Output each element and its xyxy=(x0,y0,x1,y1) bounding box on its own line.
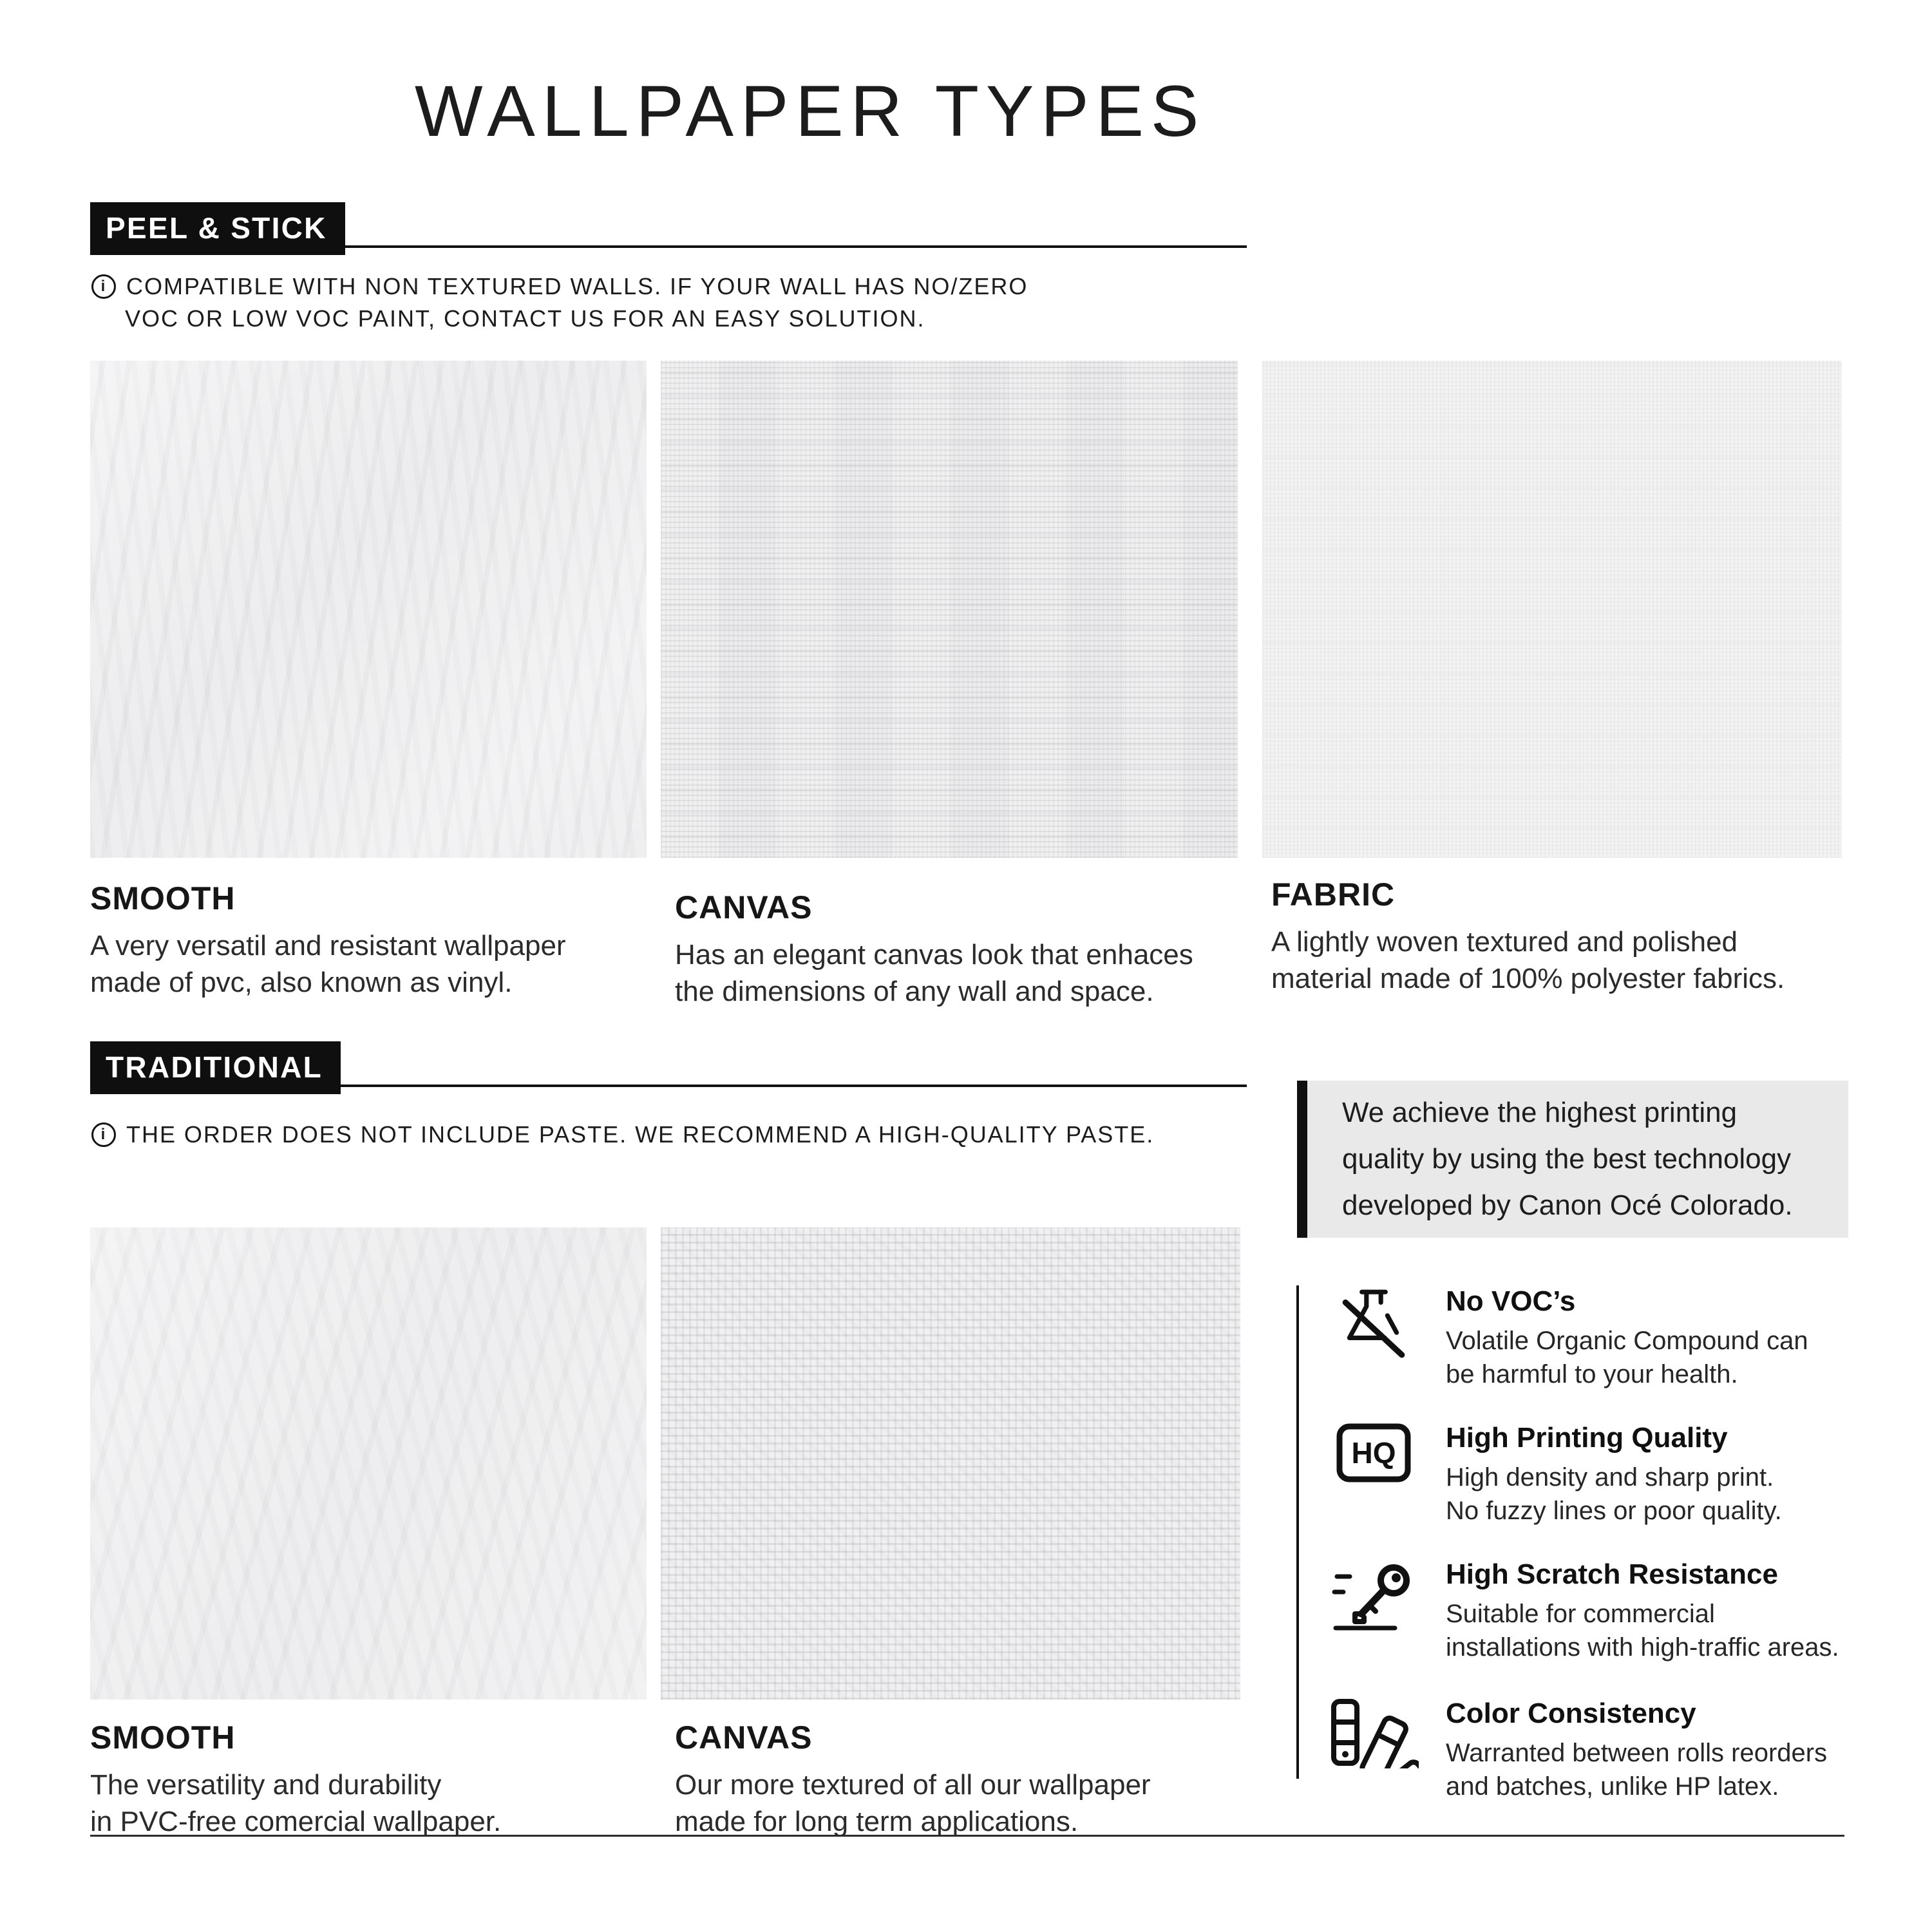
peel-stick-note xyxy=(91,270,1028,335)
sample-description-line: made of pvc, also known as vinyl. xyxy=(90,967,513,998)
sample-description-line: Our more textured of all our wallpaper xyxy=(675,1769,1151,1801)
feature-title: High Printing Quality xyxy=(1446,1422,1728,1454)
page-title: WALLPAPER TYPES xyxy=(414,71,1206,151)
traditional-section-tag: TRADITIONAL xyxy=(90,1041,341,1094)
info-icon: i xyxy=(91,1122,116,1147)
printing-quality-panel xyxy=(1297,1081,1848,1238)
quality-note-line: We achieve the highest printing xyxy=(1342,1097,1738,1128)
sample-name: SMOOTH xyxy=(90,1719,236,1756)
feature-description-line: No fuzzy lines or poor quality. xyxy=(1446,1497,1782,1525)
feature-high-printing-quality xyxy=(1329,1422,1782,1528)
feature-title: High Scratch Resistance xyxy=(1446,1558,1778,1590)
canvas-texture-image xyxy=(661,361,1238,858)
feature-text xyxy=(1446,1422,1782,1528)
note-line xyxy=(91,303,1028,335)
sample-name: CANVAS xyxy=(675,889,813,925)
traditional-sample-canvas xyxy=(661,1227,1240,1840)
hq-badge-icon xyxy=(1329,1422,1419,1484)
sample-description-line: A lightly woven textured and polished xyxy=(1271,926,1738,958)
note-line xyxy=(91,270,1028,303)
sample-description-line: material made of 100% polyester fabrics. xyxy=(1271,963,1785,994)
peel-stick-sample-canvas xyxy=(661,361,1238,1010)
feature-text xyxy=(1446,1285,1808,1391)
feature-no-vocs xyxy=(1329,1285,1808,1391)
feature-title: No VOC’s xyxy=(1446,1285,1576,1317)
no-voc-flask-icon xyxy=(1329,1285,1419,1361)
traditional-note xyxy=(91,1119,1154,1151)
sample-description-line: the dimensions of any wall and space. xyxy=(675,976,1154,1007)
feature-text xyxy=(1446,1558,1839,1664)
bottom-divider xyxy=(90,1835,1844,1837)
feature-description-line: Volatile Organic Compound can xyxy=(1446,1327,1808,1355)
sample-name: CANVAS xyxy=(675,1719,813,1756)
smooth-texture-image xyxy=(90,1227,647,1700)
feature-description-line: High density and sharp print. xyxy=(1446,1463,1774,1492)
features-list xyxy=(1296,1285,1853,1801)
feature-description-line: Warranted between rolls reorders xyxy=(1446,1739,1828,1767)
sample-description-line: The versatility and durability xyxy=(90,1769,442,1801)
note-line xyxy=(91,1119,1154,1151)
sample-description-line: Has an elegant canvas look that enhaces xyxy=(675,939,1193,971)
quality-note-line: developed by Canon Océ Colorado. xyxy=(1342,1189,1793,1221)
sample-name: SMOOTH xyxy=(90,880,236,916)
feature-description-line: be harmful to your health. xyxy=(1446,1360,1738,1388)
peel-stick-section-tag: PEEL & STICK xyxy=(90,202,345,255)
svg-text:HQ: HQ xyxy=(1351,1436,1396,1470)
feature-color-consistency xyxy=(1329,1698,1827,1803)
canvas-texture-image xyxy=(661,1227,1240,1700)
scratch-key-icon xyxy=(1329,1558,1419,1632)
note-text: COMPATIBLE WITH NON TEXTURED WALLS. IF YOUR WALL HAS NO/ZERO xyxy=(126,273,1028,299)
peel-stick-sample-smooth xyxy=(90,361,647,1001)
sample-name: FABRIC xyxy=(1271,876,1396,913)
feature-high-scratch-resistance xyxy=(1329,1558,1839,1664)
feature-description-line: Suitable for commercial xyxy=(1446,1600,1715,1628)
color-swatches-icon xyxy=(1329,1698,1419,1768)
feature-title: Color Consistency xyxy=(1446,1698,1696,1729)
feature-description-line: installations with high-traffic areas. xyxy=(1446,1633,1839,1662)
smooth-texture-image xyxy=(90,361,647,858)
info-icon: i xyxy=(91,274,116,299)
fabric-texture-image xyxy=(1262,361,1842,858)
sample-description-line: in PVC-free comercial wallpaper. xyxy=(90,1806,502,1837)
feature-description-line: and batches, unlike HP latex. xyxy=(1446,1772,1779,1801)
feature-text xyxy=(1446,1698,1827,1803)
quality-note-line: quality by using the best technology xyxy=(1342,1143,1792,1175)
note-text: VOC OR LOW VOC PAINT, CONTACT US FOR AN EASY SOLUTION. xyxy=(125,305,925,332)
traditional-sample-smooth xyxy=(90,1227,647,1840)
sample-description-line: made for long term applications. xyxy=(675,1806,1079,1837)
sample-description-line: A very versatil and resistant wallpaper xyxy=(90,930,566,961)
note-text: THE ORDER DOES NOT INCLUDE PASTE. WE RECOMMEND A HIGH-QUALITY PASTE. xyxy=(126,1121,1155,1148)
peel-stick-sample-fabric xyxy=(1262,361,1842,997)
